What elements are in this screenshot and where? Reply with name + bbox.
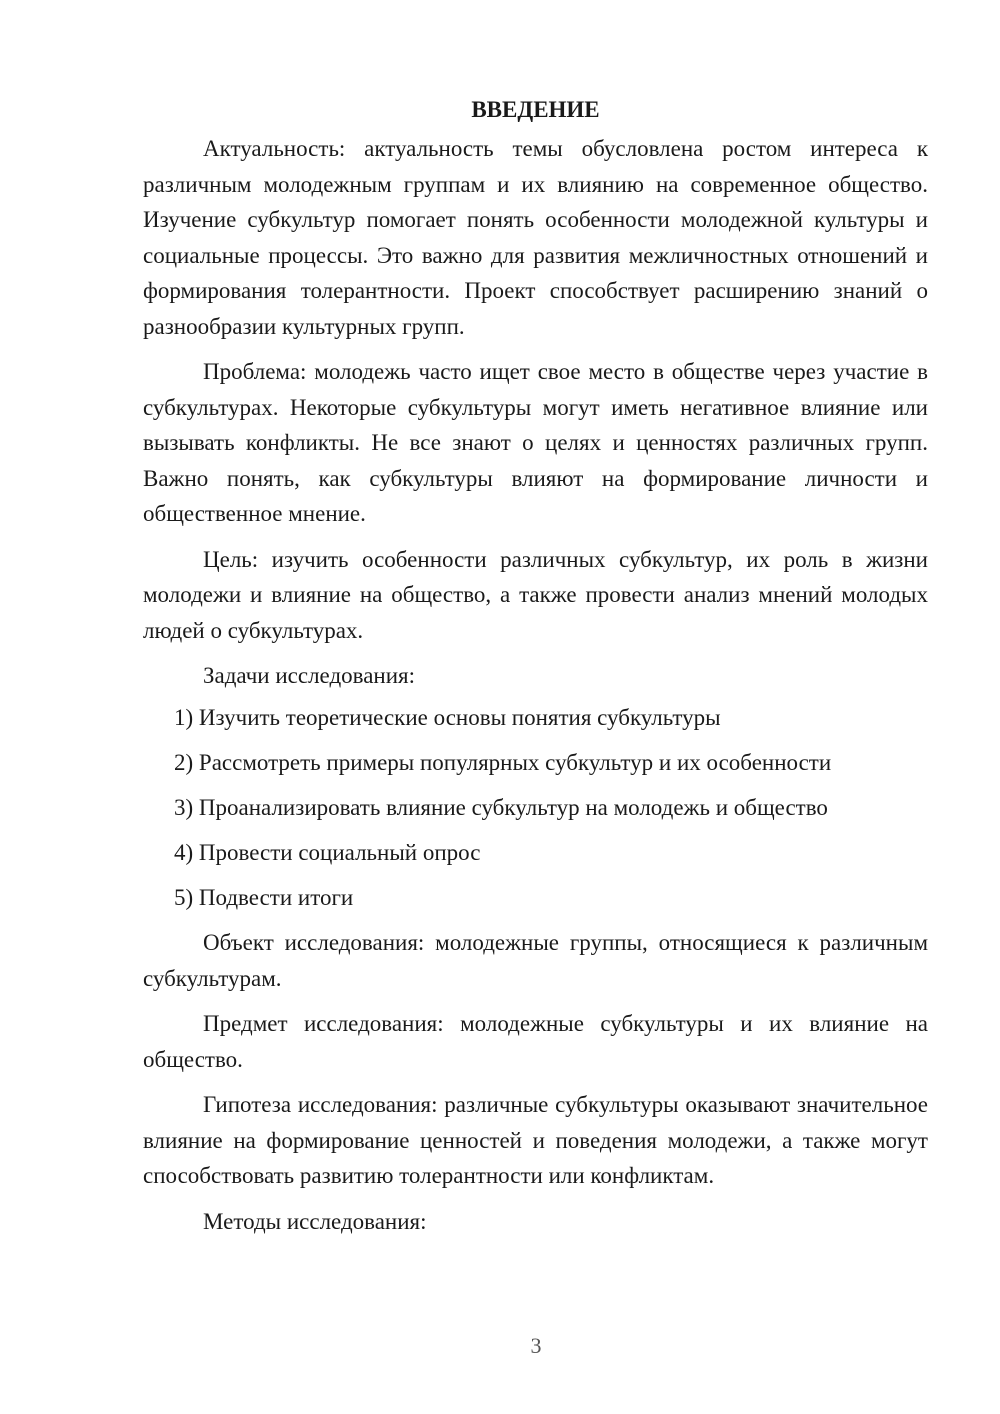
subject-paragraph: Предмет исследования: молодежные субкультуры и их влияние на общество. xyxy=(143,1011,928,1072)
list-item: 4) Провести социальный опрос xyxy=(174,840,481,866)
list-item: 3) Проанализировать влияние субкультур на молодежь и общество xyxy=(174,794,828,820)
page-content xyxy=(143,92,928,1245)
list-item: 5) Подвести итоги xyxy=(174,885,354,911)
relevance-paragraph: Актуальность: актуальность темы обусловлена ростом интереса к различным молодежным группам и их влиянию на современное общество. Изучение субкультур помогает понять особенности молодежной культуры и социальные процессы. Это важно для развития межличностных отношений и формирования толерантности. Проект способствует расширению знаний о разнообразии культурных групп. xyxy=(143,136,928,339)
goal-paragraph: Цель: изучить особенности различных субкультур, их роль в жизни молодежи и влияние на общество, а также провести анализ мнений молодых людей о субкультурах. xyxy=(143,546,928,643)
hypothesis-paragraph: Гипотеза исследования: различные субкультуры оказывают значительное влияние на формирование ценностей и поведения молодежи, а также могут способствовать развитию толерантности или конфликтам. xyxy=(143,1092,928,1189)
list-item: 1) Изучить теоретические основы понятия субкультуры xyxy=(174,704,721,730)
page-number: 3 xyxy=(530,1333,542,1358)
list-item: 2) Рассмотреть примеры популярных субкультур и их особенности xyxy=(174,749,832,775)
tasks-heading: Задачи исследования: xyxy=(203,663,416,688)
section-title: ВВЕДЕНИЕ xyxy=(471,97,600,122)
object-paragraph: Объект исследования: молодежные группы, относящиеся к различным субкультурам. xyxy=(143,930,928,991)
tasks-list xyxy=(143,700,928,916)
problem-paragraph: Проблема: молодежь часто ищет свое место в обществе через участие в субкультурах. Некоторые субкультуры могут иметь негативное влияние или вызывать конфликты. Не все знают о целях и ценностях различных групп. Важно понять, как субкультуры влияют на формирование личности и общественное мнение. xyxy=(143,359,928,526)
methods-heading: Методы исследования: xyxy=(203,1208,427,1234)
